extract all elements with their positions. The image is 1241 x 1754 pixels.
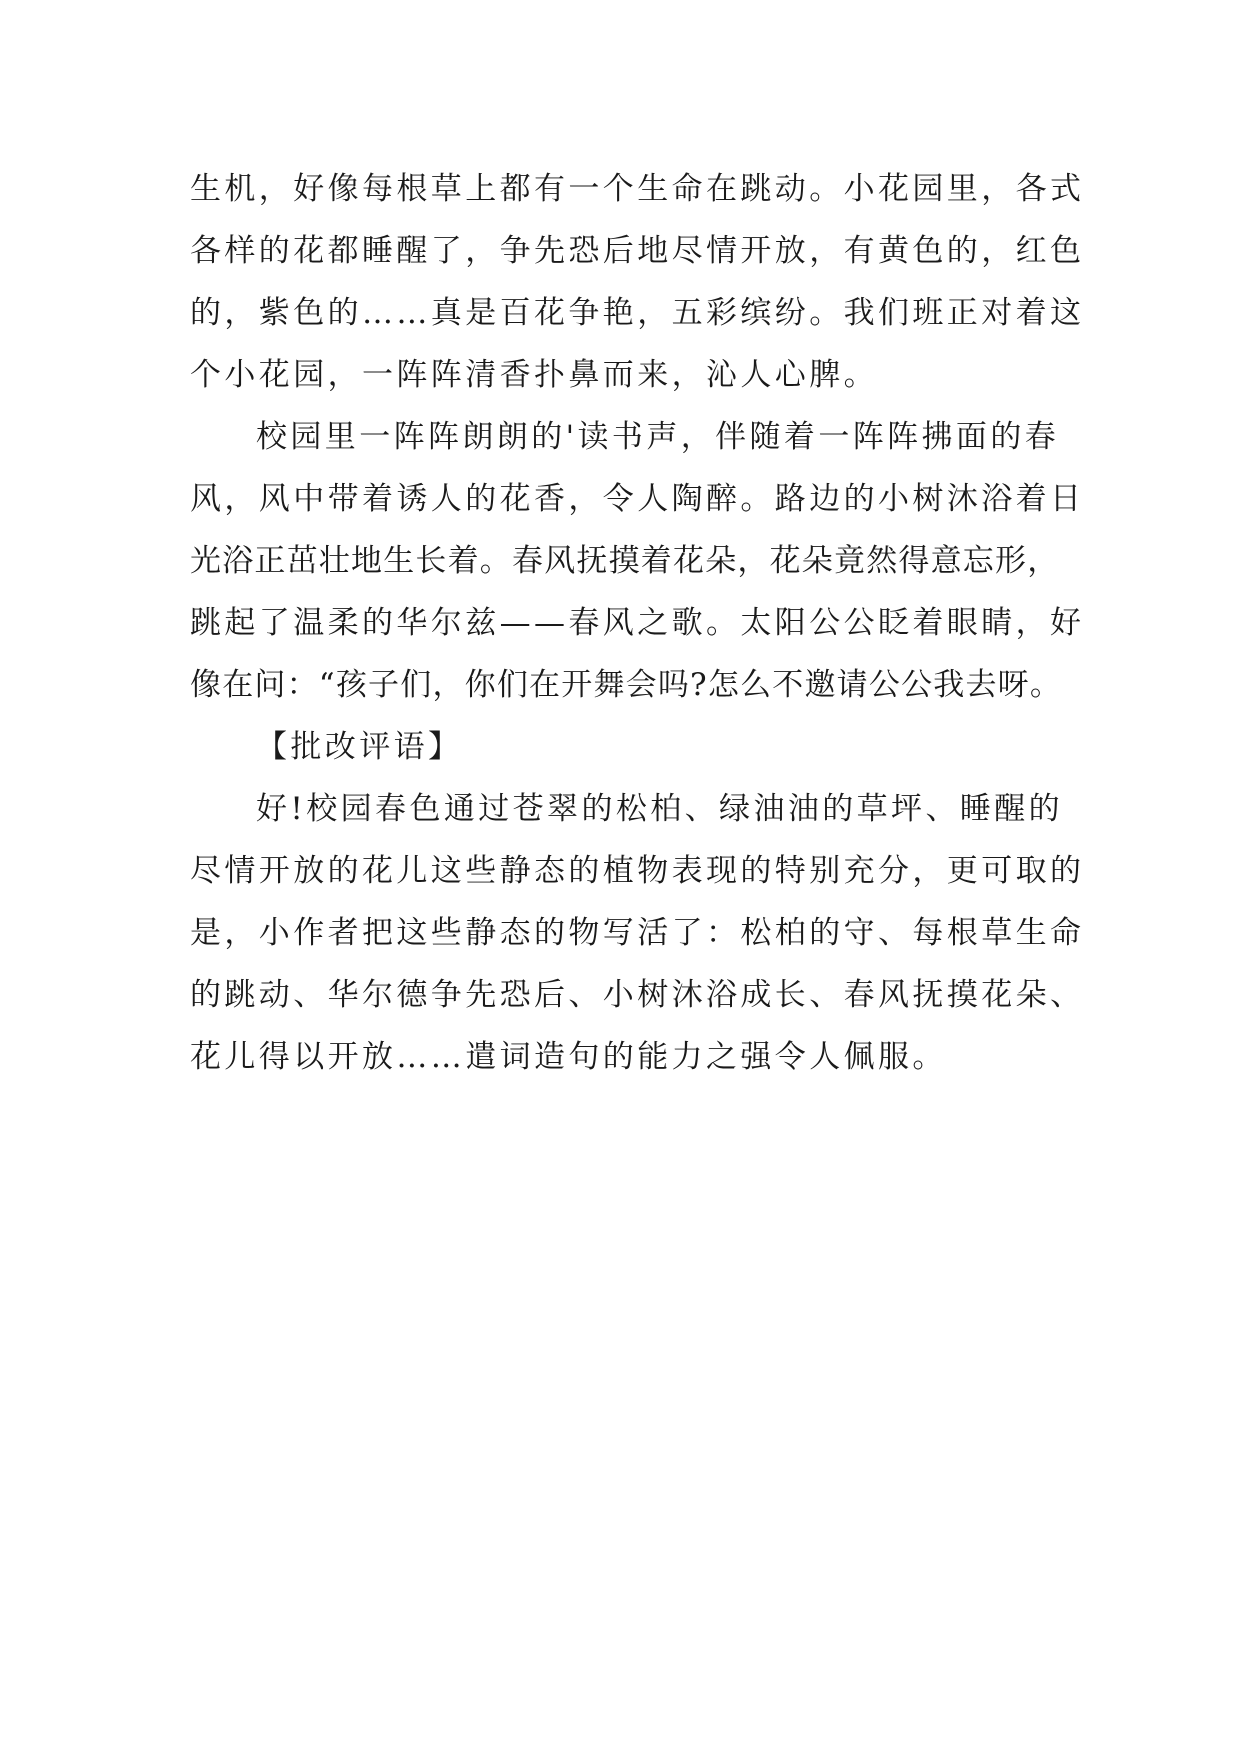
text-line: 是，小作者把这些静态的物写活了：松柏的守、每根草生命 [190, 915, 1085, 951]
review-heading [190, 716, 1070, 778]
text-line: 花儿得以开放……遣词造句的能力之强令人佩服。 [190, 1039, 947, 1075]
essay-body [190, 158, 1085, 1088]
text-line: 的，紫色的……真是百花争艳，五彩缤纷。我们班正对着这 [190, 295, 1085, 331]
text-line: 光浴正茁壮地生长着。春风抚摸着花朵，花朵竟然得意忘形， [190, 543, 1060, 579]
text-line: 尽情开放的花儿这些静态的植物表现的特别充分，更可取的 [190, 853, 1085, 889]
text-line: 个小花园，一阵阵清香扑鼻而来，沁人心脾。 [190, 357, 878, 393]
text-line: 好!校园春色通过苍翠的松柏、绿油油的草坪、睡醒的 [256, 791, 1064, 827]
paragraph-p2 [190, 406, 1085, 716]
text-line: 风，风中带着诱人的花香，令人陶醉。路边的小树沐浴着日 [190, 481, 1085, 517]
text-line: 的跳动、华尔德争先恐后、小树沐浴成长、春风抚摸花朵、 [190, 977, 1085, 1013]
text-line: 各样的花都睡醒了，争先恐后地尽情开放，有黄色的，红色 [190, 233, 1085, 269]
text-line: 像在问：“孩子们，你们在开舞会吗?怎么不邀请公公我去呀。 [190, 667, 1063, 703]
text-line: 校园里一阵阵朗朗的'读书声，伴随着一阵阵拂面的春 [256, 419, 1060, 455]
heading-line: 【批改评语】 [256, 729, 463, 765]
paragraph-p3 [190, 778, 1085, 1088]
paragraph-p1 [190, 158, 1085, 406]
text-line: 生机，好像每根草上都有一个生命在跳动。小花园里，各式 [190, 171, 1085, 207]
text-line: 跳起了温柔的华尔兹——春风之歌。太阳公公眨着眼睛，好 [190, 605, 1085, 641]
